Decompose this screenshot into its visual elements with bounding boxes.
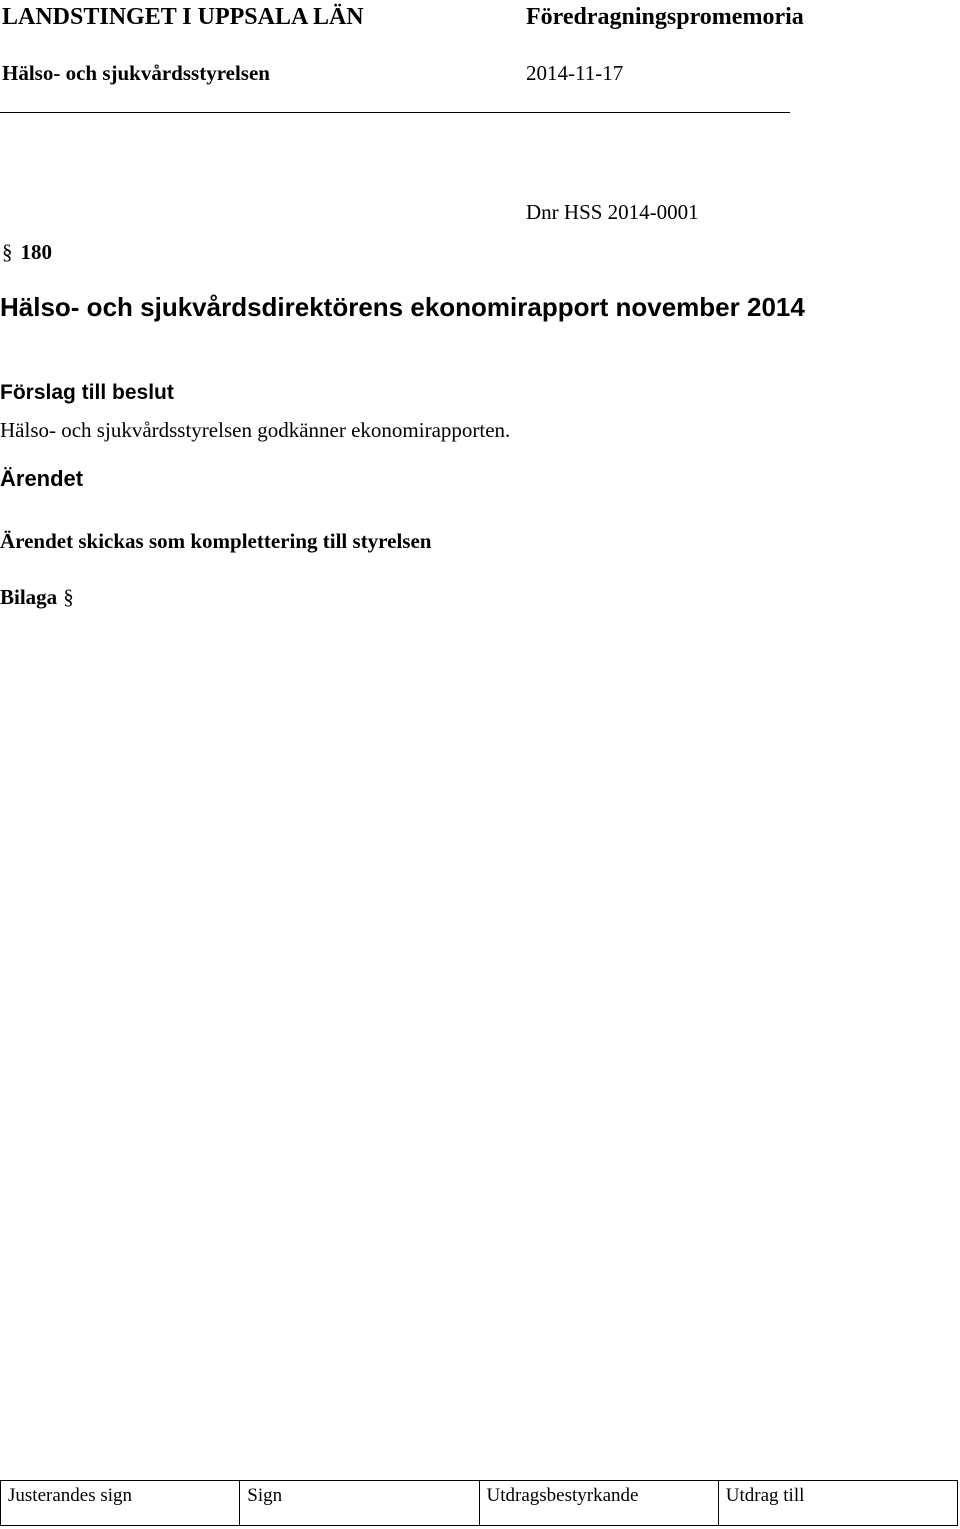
header-divider [0,112,790,113]
proposal-text: Hälso- och sjukvårdsstyrelsen godkänner ekonomirapporten. [0,418,511,442]
document-title: Hälso- och sjukvårdsdirektörens ekonomirapport november 2014 [0,292,805,322]
signature-table [0,1480,958,1526]
matter-heading: Ärendet [0,466,84,491]
paragraph-number [2,240,52,265]
reference-number: Dnr HSS 2014-0001 [526,200,699,224]
organization-name: LANDSTINGET I UPPSALA LÄN [2,4,364,30]
section-symbol: § [2,240,13,264]
section-symbol: § [63,585,74,609]
signature-row [1,1481,958,1526]
proposal-heading: Förslag till beslut [0,381,174,404]
signature-cell-sign: Sign [240,1481,479,1526]
paragraph-number-value: 180 [20,240,52,264]
board-name: Hälso- och sjukvårdsstyrelsen [2,61,270,85]
document-date: 2014-11-17 [526,61,624,85]
attachment-label-text: Bilaga [0,585,58,609]
signature-cell-justerandes: Justerandes sign [1,1481,240,1526]
signature-cell-utdrag-till: Utdrag till [718,1481,957,1526]
attachment-label [0,585,74,610]
matter-text: Ärendet skickas som komplettering till styrelsen [0,529,432,553]
signature-cell-utdragsbestyrkande: Utdragsbestyrkande [479,1481,718,1526]
document-type: Föredragningspromemoria [526,4,804,30]
